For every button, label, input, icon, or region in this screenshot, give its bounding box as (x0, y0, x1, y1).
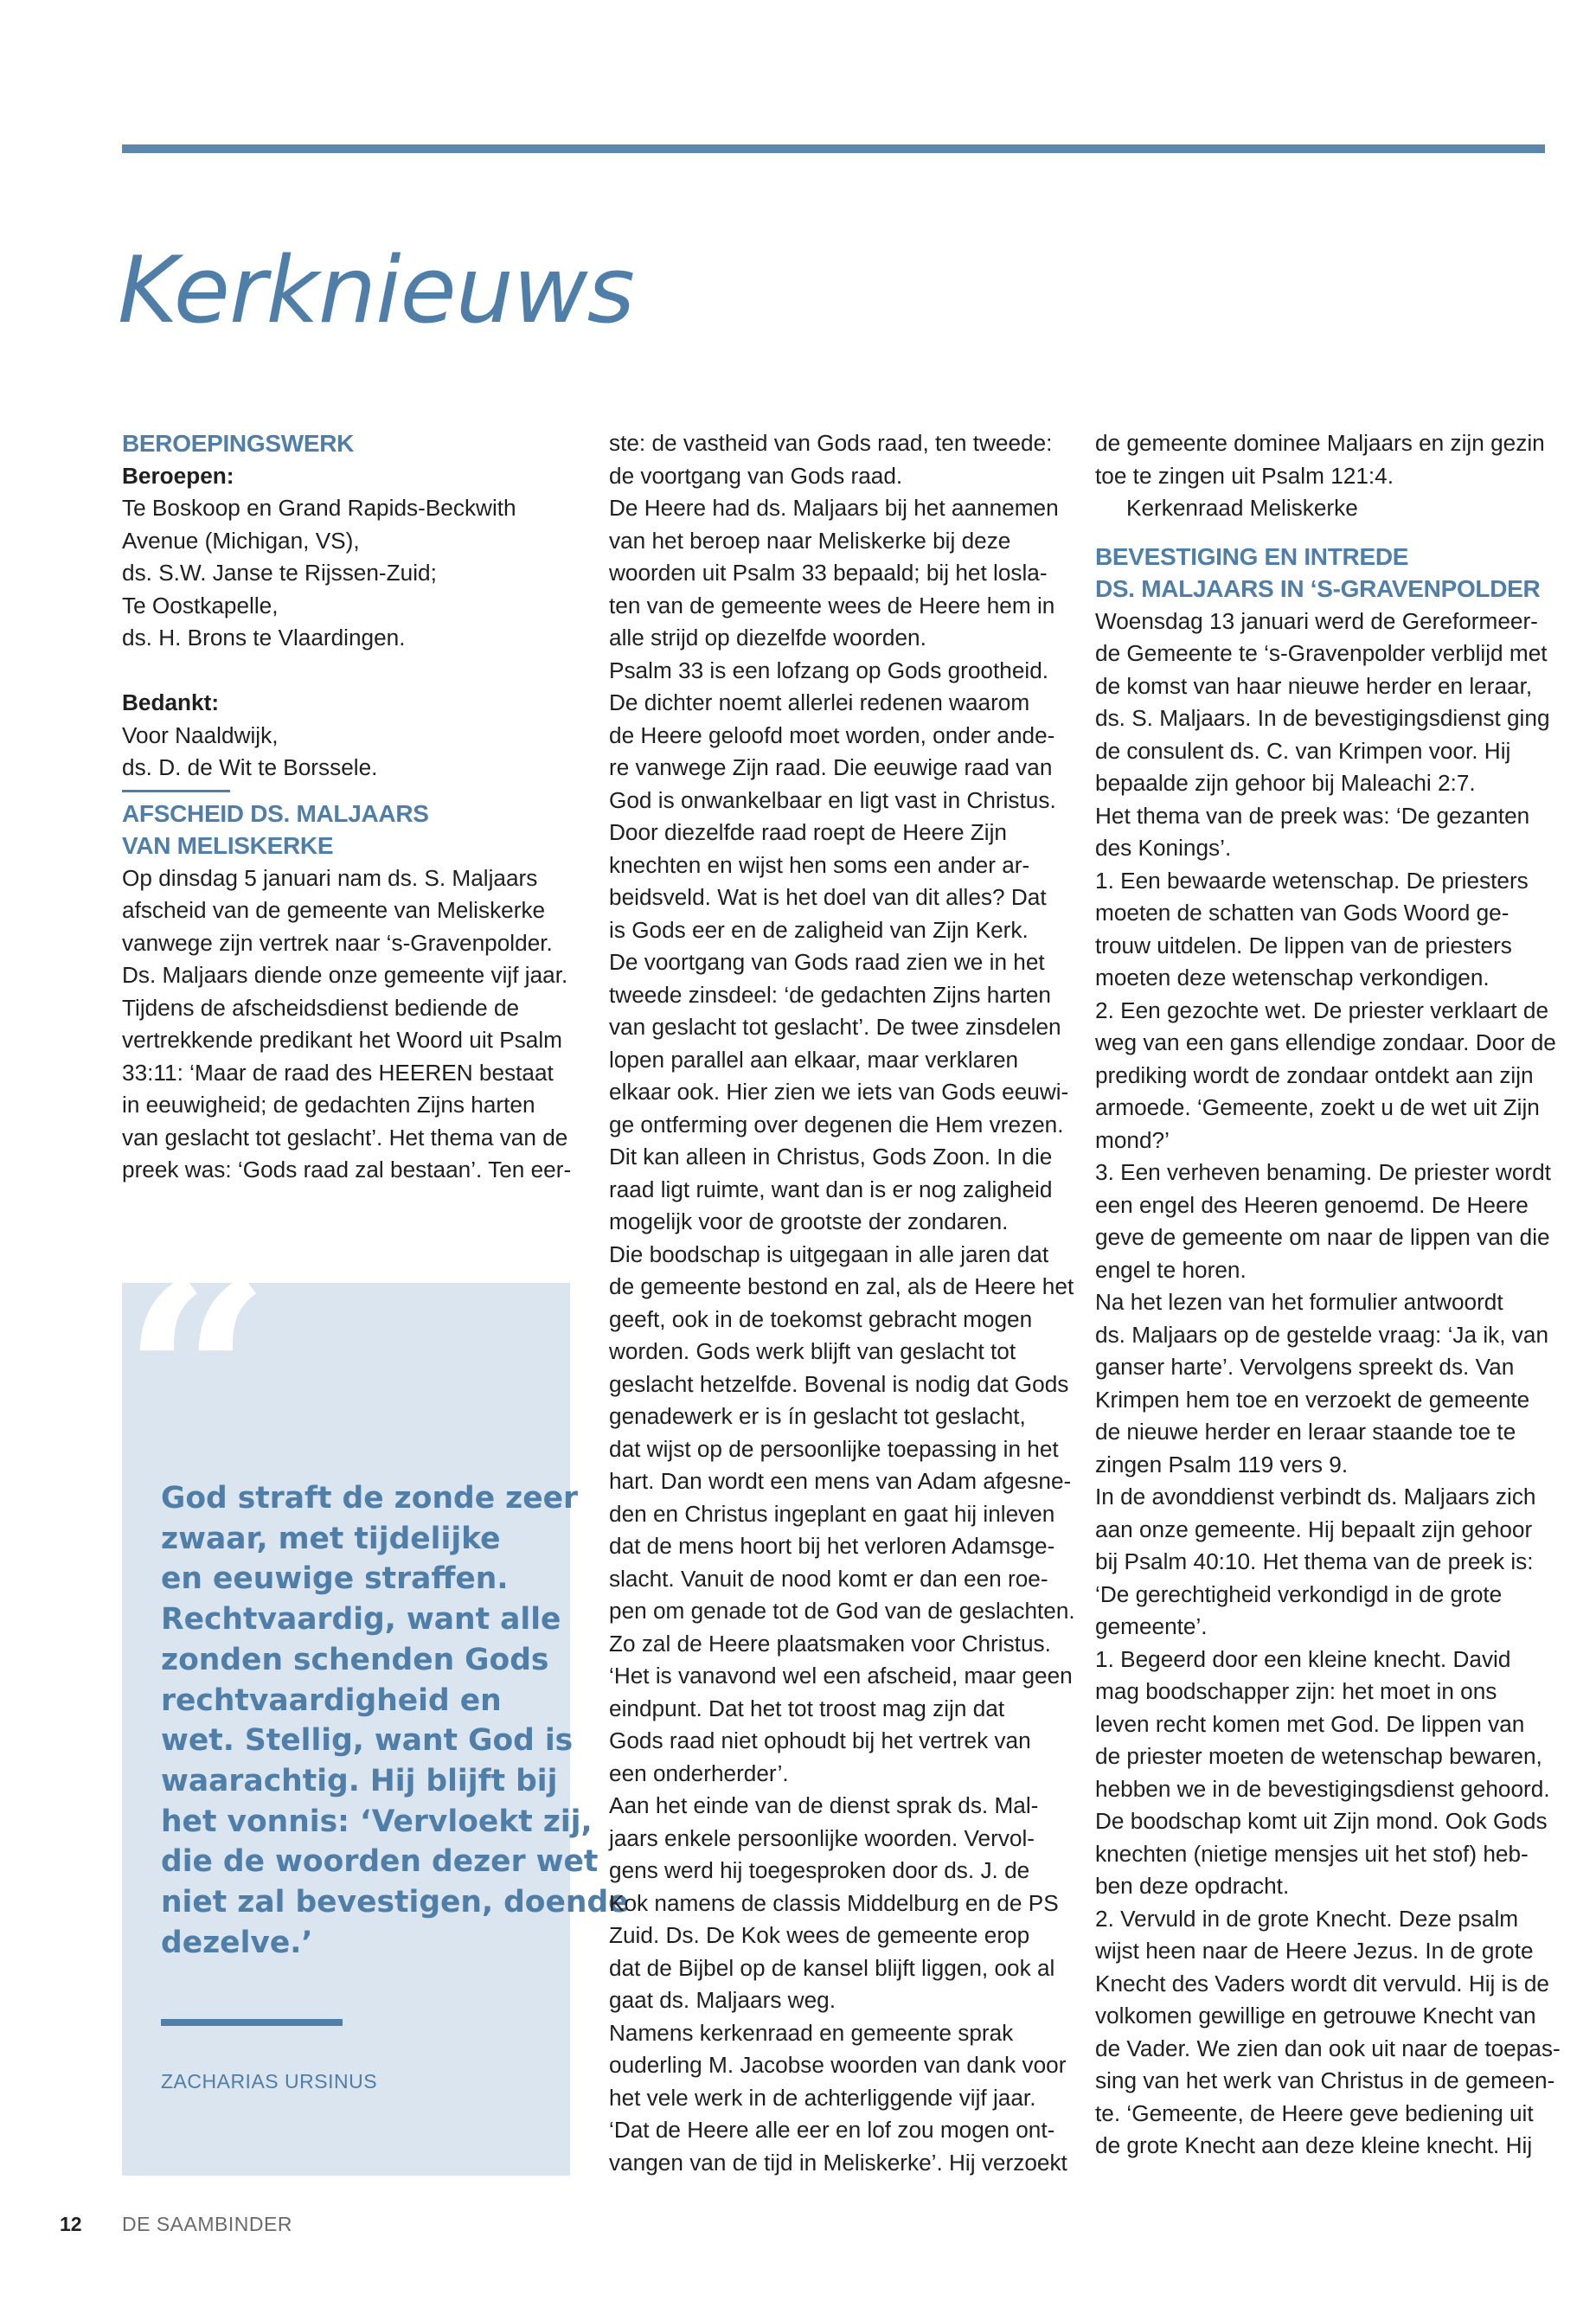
text-line: worden. Gods werk blijft van geslacht tot (609, 1338, 1016, 1364)
text-line: Zo zal de Heere plaatsmaken voor Christus. (609, 1630, 1051, 1657)
text-line: slacht. Vanuit de nood komt er dan een roe- (609, 1565, 1048, 1592)
pull-quote-box (122, 1225, 629, 2176)
text-line: De dichter noemt allerlei redenen waarom (609, 689, 1030, 715)
text-line: Aan het einde van de dienst sprak ds. Mal- (609, 1792, 1039, 1818)
text-line: ganser harte’. Vervolgens spreekt ds. Van (1095, 1354, 1515, 1380)
heading-line: BEVESTIGING EN INTREDE (1095, 542, 1409, 570)
text-line: toe te zingen uit Psalm 121:4. (1095, 462, 1394, 489)
text-line: Knecht des Vaders wordt dit vervuld. Hij is de (1095, 1970, 1549, 1997)
text-line: Avenue (Michigan, VS), (122, 527, 360, 554)
text-line: mond?’ (1095, 1126, 1170, 1153)
text-line: sing van het werk van Christus in de gemeen- (1095, 2067, 1555, 2093)
text-line: ds. S. Maljaars. In de bevestigingsdienst ging (1095, 705, 1550, 731)
signature: Kerkenraad Meliskerke (1126, 495, 1358, 521)
text-line: geve de gemeente om naar de lippen van die (1095, 1224, 1550, 1250)
text-line: de Heere geloofd moet worden, onder ande- (609, 721, 1055, 748)
text-line: een engel des Heeren genoemd. De Heere (1095, 1191, 1529, 1218)
text-line: Psalm 33 is een lofzang op Gods grootheid. (609, 657, 1049, 683)
text-line: de nieuwe herder en leraar staande toe te (1095, 1419, 1516, 1445)
text-line: de consulent ds. C. van Krimpen voor. Hij (1095, 737, 1511, 764)
text-line: ten van de gemeente wees de Heere hem in (609, 592, 1055, 619)
text-line: In de avonddienst verbindt ds. Maljaars zich (1095, 1484, 1536, 1509)
text-line: preek was: ‘Gods raad zal bestaan’. Ten eer- (122, 1157, 572, 1183)
text-line: den en Christus ingeplant en gaat hij inleven (609, 1500, 1055, 1527)
pull-quote-text (161, 1478, 629, 1963)
text-line: vertrekkende predikant het Woord uit Psalm (122, 1027, 562, 1053)
text-line: geslacht hetzelfde. Bovenal is nodig dat Gods (609, 1370, 1069, 1397)
text-line: Op dinsdag 5 januari nam ds. S. Maljaars (122, 864, 538, 891)
text-line: hart. Dan wordt een mens van Adam afgesne- (609, 1468, 1072, 1494)
text-line: is Gods eer en de zaligheid van Zijn Kerk. (609, 916, 1029, 943)
spacer (122, 655, 576, 688)
bedankt-list (122, 720, 576, 785)
text-line: afscheid van de gemeente van Meliskerke (122, 897, 546, 923)
beroepen-list (122, 492, 576, 655)
text-line: woorden uit Psalm 33 bepaald; bij het losla- (609, 560, 1048, 586)
quote-line: God straft de zonde zeer (161, 1481, 579, 1516)
text-line: de voortgang van Gods raad. (609, 462, 903, 489)
text-line: bij Psalm 40:10. Het thema van de preek is: (1095, 1548, 1534, 1574)
quote-line: rechtvaardigheid en (161, 1682, 502, 1718)
text-line: gemeente’. (1095, 1613, 1208, 1639)
section-heading-bevestiging (1095, 541, 1562, 606)
text-line: Tijdens de afscheidsdienst bediende de (122, 994, 520, 1021)
text-line: knechten en wijst hen soms een ander ar- (609, 851, 1030, 878)
text-line: tweede zinsdeel: ‘de gedachten Zijns harten (609, 981, 1051, 1008)
text-line: elkaar ook. Hier zien we iets van Gods eeuwi- (609, 1079, 1069, 1105)
quote-line: zwaar, met tijdelijke (161, 1521, 501, 1556)
text-line: van geslacht tot geslacht’. Het thema van de (122, 1124, 568, 1150)
text-line: 3. Een verheven benaming. De priester wordt (1095, 1159, 1551, 1185)
text-line: ds. Maljaars op de gestelde vraag: ‘Ja ik, van (1095, 1321, 1549, 1348)
quote-line: dezelve.’ (161, 1925, 313, 1960)
text-line: ‘De gerechtigheid verkondigd in de grote (1095, 1580, 1503, 1607)
text-line: Die boodschap is uitgegaan in alle jaren dat (609, 1240, 1049, 1267)
text-line: geeft, ook in de toekomst gebracht mogen (609, 1305, 1033, 1332)
text-line: moeten de schatten van Gods Woord ge- (1095, 900, 1509, 926)
text-line: ds. H. Brons te Vlaardingen. (122, 625, 406, 651)
text-line: ge ontferming over degenen die Hem vrezen. (609, 1111, 1064, 1138)
heading-line: VAN MELISKERKE (122, 832, 334, 859)
text-line: de grote Knecht aan deze kleine knecht. Hij (1095, 2132, 1533, 2158)
text-line: trouw uitdelen. De lippen van de priesters (1095, 932, 1512, 958)
text-line: ben deze opdracht. (1095, 1873, 1290, 1899)
text-line: raad ligt ruimte, want dan is er nog zaligheid (609, 1176, 1053, 1202)
text-line: de komst van haar nieuwe herder en leraar, (1095, 672, 1533, 699)
quote-line: wet. Stellig, want God is (161, 1723, 574, 1759)
text-line: God is onwankelbaar en ligt vast in Christus. (609, 786, 1056, 813)
text-line: ‘Het is vanavond wel een afscheid, maar geen (609, 1663, 1073, 1689)
page-title: Kerknieuws (118, 237, 634, 343)
text-line: ds. S.W. Janse te Rijssen-Zuid; (122, 560, 437, 586)
text-line: Kok namens de classis Middelburg en de PS (609, 1889, 1059, 1916)
text-line: gens werd hij toegesproken door ds. J. de (609, 1857, 1030, 1883)
text-line: dat de Bijbel op de kansel blijft liggen, ook al (609, 1954, 1055, 1981)
text-line: aan onze gemeente. Hij bepaalt zijn gehoor (1095, 1516, 1533, 1542)
quote-line: zonden schenden Gods (161, 1642, 549, 1677)
bedankt-label: Bedankt: (122, 689, 220, 715)
text-line: van geslacht tot geslacht’. De twee zinsdelen (609, 1014, 1061, 1040)
text-line: 2. Vervuld in de grote Knecht. Deze psalm (1095, 1905, 1519, 1932)
beroepen-label: Beroepen: (122, 462, 234, 489)
text-line: pen om genade tot de God van de geslachten. (609, 1598, 1075, 1624)
text-line: het vele werk in de achterliggende vijf jaar. (609, 2084, 1036, 2111)
text-line: jaars enkele persoonlijke woorden. Vervol- (609, 1824, 1035, 1851)
text-line: volkomen gewillige en getrouwe Knecht van (1095, 2003, 1536, 2029)
column-3 (1095, 427, 1562, 2163)
text-line: de Vader. We zien dan ook uit naar de toepas- (1095, 2035, 1561, 2061)
quote-line: Rechtvaardig, want alle (161, 1602, 561, 1638)
text-line: Het thema van de preek was: ‘De gezanten (1095, 802, 1530, 829)
text-line: gaat ds. Maljaars weg. (609, 1987, 836, 2013)
text-line: ste: de vastheid van Gods raad, ten tweede: (609, 430, 1053, 456)
spacer (1095, 525, 1562, 541)
text-line: Door diezelfde raad roept de Heere Zijn (609, 819, 1007, 845)
section-heading-beroepingswerk: BEROEPINGSWERK (122, 430, 355, 457)
text-line: eindpunt. Dat het tot troost mag zijn dat (609, 1695, 1005, 1721)
text-line: de gemeente dominee Maljaars en zijn gezin (1095, 430, 1545, 456)
afscheid-body (122, 862, 576, 1187)
heading-line: AFSCHEID DS. MALJAARS (122, 799, 429, 827)
text-line: alle strijd op diezelfde woorden. (609, 625, 926, 651)
text-line: Gods raad niet ophoudt bij het vertrek van (609, 1727, 1031, 1753)
text-line: een onderherder’. (609, 1759, 789, 1786)
text-line: Te Boskoop en Grand Rapids-Beckwith (122, 495, 516, 521)
quote-line: en eeuwige straffen. (161, 1561, 509, 1597)
text-line: ouderling M. Jacobse woorden van dank voor (609, 2052, 1067, 2078)
text-line: Ds. Maljaars diende onze gemeente vijf jaar. (122, 962, 568, 988)
text-line: Te Oostkapelle, (122, 592, 279, 619)
text-line: Zuid. Ds. De Kok wees de gemeente erop (609, 1922, 1030, 1948)
quote-line: het vonnis: ‘Vervloekt zij, (161, 1804, 593, 1839)
text-line: mag boodschapper zijn: het moet in ons (1095, 1678, 1497, 1704)
quote-line: die de woorden dezer wet (161, 1844, 599, 1880)
text-line: prediking wordt de zondaar ontdekt aan zijn (1095, 1061, 1534, 1088)
text-line: Krimpen hem toe en verzoekt de gemeente (1095, 1386, 1530, 1413)
text-line: genadewerk er is ín geslacht tot geslacht, (609, 1403, 1026, 1429)
publication-name: DE SAAMBINDER (122, 2213, 292, 2235)
text-line: Dit kan alleen in Christus, Gods Zoon. In die (609, 1144, 1053, 1170)
text-line: 1. Begeerd door een kleine knecht. David (1095, 1645, 1511, 1672)
text-line: de gemeente bestond en zal, als de Heere het (609, 1273, 1074, 1299)
quote-mark-icon: “ (122, 1225, 272, 1530)
column-2 (609, 427, 1075, 2179)
text-line: 33:11: ‘Maar de raad des HEEREN bestaat (122, 1059, 554, 1086)
text-line: beidsveld. Wat is het doel van dit alles? Dat (609, 884, 1047, 910)
text-line: wijst heen naar de Heere Jezus. In de grote (1095, 1938, 1534, 1964)
text-line: in eeuwigheid; de gedachten Zijns harten (122, 1092, 535, 1118)
text-line: De boodschap komt uit Zijn mond. Ook Gods (1095, 1808, 1548, 1834)
text-line: Na het lezen van het formulier antwoordt (1095, 1289, 1503, 1315)
text-line: vanwege zijn vertrek naar ‘s-Gravenpolder. (122, 929, 553, 956)
text-line: moeten deze wetenschap verkondigen. (1095, 965, 1490, 990)
text-line: hebben we in de bevestigingsdienst gehoord. (1095, 1775, 1550, 1802)
quote-line: niet zal bevestigen, doende (161, 1885, 629, 1920)
text-line: des Konings’. (1095, 835, 1232, 861)
text-line: zingen Psalm 119 vers 9. (1095, 1451, 1349, 1477)
text-line: mogelijk voor de grootste der zondaren. (609, 1208, 1009, 1234)
text-line: Woensdag 13 januari werd de Gereformeer- (1095, 607, 1538, 634)
quote-divider (161, 2019, 343, 2026)
section-divider (122, 790, 230, 792)
text-line: lopen parallel aan elkaar, maar verklaren (609, 1046, 1019, 1073)
text-line: 1. Een bewaarde wetenschap. De priesters (1095, 867, 1529, 894)
heading-line: DS. MALJAARS IN ‘S-GRAVENPOLDER (1095, 575, 1541, 602)
text-line: vangen van de tijd in Meliskerke’. Hij verzoekt (609, 2149, 1067, 2176)
text-line: De Heere had ds. Maljaars bij het aannemen (609, 495, 1059, 521)
quote-author: ZACHARIAS URSINUS (161, 2070, 378, 2093)
text-line: Voor Naaldwijk, (122, 721, 279, 748)
page-number: 12 (60, 2213, 82, 2235)
text-line: weg van een gans ellendige zondaar. Door de (1095, 1029, 1556, 1055)
section-heading-afscheid (122, 798, 576, 862)
text-line: 2. Een gezochte wet. De priester verklaart de (1095, 997, 1549, 1023)
text-line: bepaalde zijn gehoor bij Maleachi 2:7. (1095, 770, 1476, 796)
text-line: de priester moeten de wetenschap bewaren, (1095, 1743, 1542, 1769)
text-line: dat wijst op de persoonlijke toepassing in het (609, 1435, 1059, 1462)
text-line: de Gemeente te ‘s-Gravenpolder verblijd met (1095, 640, 1548, 666)
top-rule (122, 144, 1545, 153)
text-line: van het beroep naar Meliskerke bij deze (609, 527, 1011, 554)
text-line: leven recht komen met God. De lippen van (1095, 1710, 1525, 1737)
text-line: engel te horen. (1095, 1256, 1247, 1283)
text-line: te. ‘Gemeente, de Heere geve bediening uit (1095, 2099, 1534, 2126)
text-line: Namens kerkenraad en gemeente sprak (609, 2019, 1014, 2046)
quote-line: waarachtig. Hij blijft bij (161, 1763, 558, 1798)
text-line: De voortgang van Gods raad zien we in het (609, 949, 1045, 975)
text-line: dat de mens hoort bij het verloren Adamsge- (609, 1533, 1055, 1559)
text-line: ‘Dat de Heere alle eer en lof zou mogen ont- (609, 2117, 1055, 2143)
text-line: armoede. ‘Gemeente, zoekt u de wet uit Zijn (1095, 1094, 1540, 1120)
text-line: knechten (nietige mensjes uit het stof) heb- (1095, 1840, 1529, 1867)
column-1 (122, 427, 576, 1187)
text-line: ds. D. de Wit te Borssele. (122, 754, 378, 780)
text-line: re vanwege Zijn raad. Die eeuwige raad van (609, 754, 1053, 780)
